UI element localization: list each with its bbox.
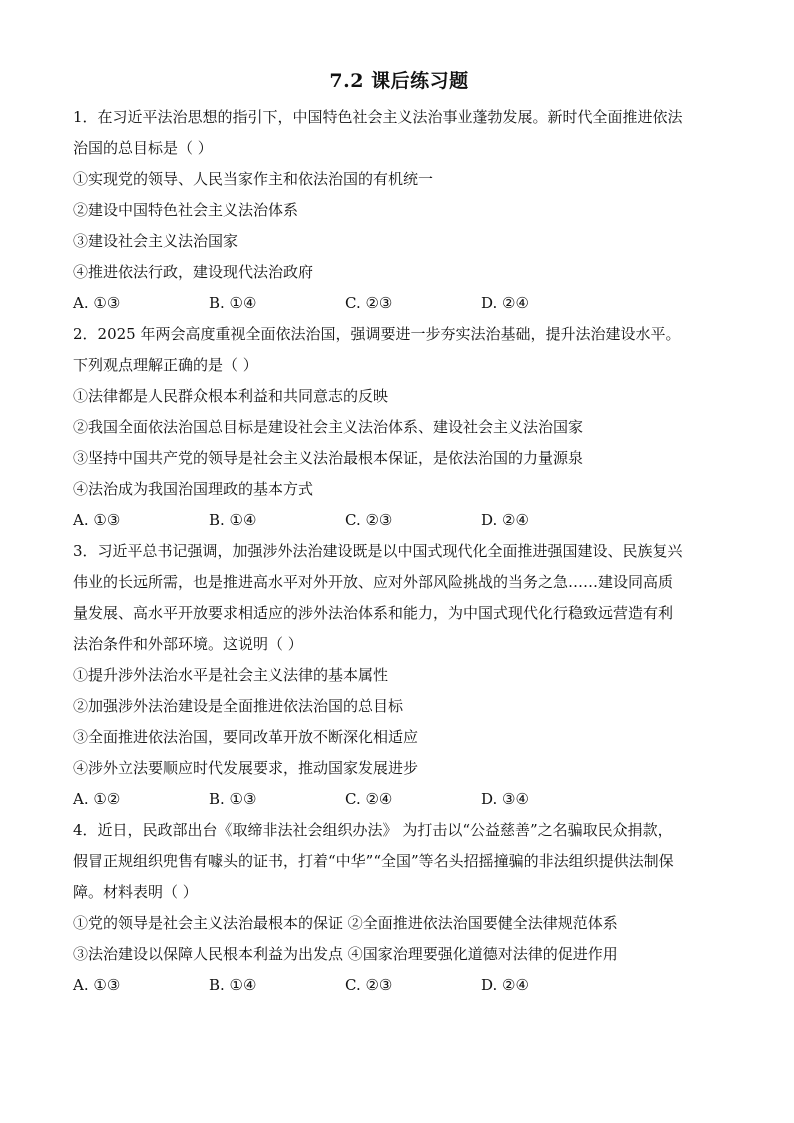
question-1 bbox=[73, 102, 725, 319]
question-stem-line: 量发展、高水平开放要求相适应的涉外法治体系和能力，为中国式现代化行稳致远营造有利 bbox=[73, 604, 674, 622]
statement-item: ①提升涉外法治水平是社会主义法律的基本属性 bbox=[73, 666, 389, 684]
choice-d: D. ③④ bbox=[481, 790, 529, 808]
question-stem-line: 障。材料表明（ ） bbox=[73, 883, 198, 901]
question-stem-line: 伟业的长远所需，也是推进高水平对外开放、应对外部风险挑战的当务之急……建设同高质 bbox=[73, 573, 674, 591]
question-stem-line: 法治条件和外部环境。这说明（ ） bbox=[73, 635, 303, 653]
statement-item: ③全面推进依法治国，要同改革开放不断深化相适应 bbox=[73, 728, 419, 746]
question-4 bbox=[73, 815, 725, 1001]
question-2 bbox=[73, 319, 725, 536]
page-title: 7.2 课后练习题 bbox=[329, 70, 469, 92]
question-stem-line: 1．在习近平法治思想的指引下，中国特色社会主义法治事业蓬勃发展。新时代全面推进依法 bbox=[73, 108, 683, 126]
document-page bbox=[73, 68, 725, 1001]
choice-a: A. ①③ bbox=[73, 294, 121, 312]
choice-d: D. ②④ bbox=[481, 976, 529, 994]
choice-c: C. ②③ bbox=[345, 976, 393, 994]
question-stem-line: 下列观点理解正确的是（ ） bbox=[73, 356, 258, 374]
question-3 bbox=[73, 536, 725, 815]
choice-d: D. ②④ bbox=[481, 294, 529, 312]
choice-c: C. ②③ bbox=[345, 294, 393, 312]
choice-c: C. ②④ bbox=[345, 790, 393, 808]
choice-b: B. ①③ bbox=[209, 790, 257, 808]
choice-c: C. ②③ bbox=[345, 511, 393, 529]
statement-item: ②建设中国特色社会主义法治体系 bbox=[73, 201, 299, 219]
question-stem-line: 假冒正规组织兜售有噱头的证书，打着“中华”“全国”等名头招摇撞骗的非法组织提供法制保 bbox=[73, 852, 674, 870]
statement-item: ①法律都是人民群众根本利益和共同意志的反映 bbox=[73, 387, 389, 405]
question-stem-line: 4．近日，民政部出台《取缔非法社会组织办法》 为打击以“公益慈善”之名骗取民众捐款， bbox=[73, 821, 673, 839]
statement-item: ②加强涉外法治建设是全面推进依法治国的总目标 bbox=[73, 697, 404, 715]
answer-choices bbox=[73, 505, 725, 536]
question-stem-line: 2．2025 年两会高度重视全面依法治国，强调要进一步夯实法治基础，提升法治建设水平。 bbox=[73, 325, 681, 343]
statement-item: ③建设社会主义法治国家 bbox=[73, 232, 239, 250]
choice-d: D. ②④ bbox=[481, 511, 529, 529]
choice-b: B. ①④ bbox=[209, 976, 257, 994]
answer-choices bbox=[73, 288, 725, 319]
statement-item: ③坚持中国共产党的领导是社会主义法治最根本保证，是依法治国的力量源泉 bbox=[73, 449, 584, 467]
question-stem-line: 3．习近平总书记强调，加强涉外法治建设既是以中国式现代化全面推进强国建设、民族复兴 bbox=[73, 542, 683, 560]
statement-item: ①党的领导是社会主义法治最根本的保证 ②全面推进依法治国要健全法律规范体系 bbox=[73, 914, 618, 932]
statement-item: ④推进依法行政，建设现代法治政府 bbox=[73, 263, 314, 281]
choice-b: B. ①④ bbox=[209, 294, 257, 312]
answer-choices bbox=[73, 970, 725, 1001]
answer-choices bbox=[73, 784, 725, 815]
statement-item: ④涉外立法要顺应时代发展要求，推动国家发展进步 bbox=[73, 759, 419, 777]
choice-b: B. ①④ bbox=[209, 511, 257, 529]
statement-item: ③法治建设以保障人民根本利益为出发点 ④国家治理要强化道德对法律的促进作用 bbox=[73, 945, 618, 963]
choice-a: A. ①③ bbox=[73, 511, 121, 529]
statement-item: ④法治成为我国治国理政的基本方式 bbox=[73, 480, 314, 498]
statement-item: ②我国全面依法治国总目标是建设社会主义法治体系、建设社会主义法治国家 bbox=[73, 418, 584, 436]
choice-a: A. ①③ bbox=[73, 976, 121, 994]
statement-item: ①实现党的领导、人民当家作主和依法治国的有机统一 bbox=[73, 170, 434, 188]
choice-a: A. ①② bbox=[73, 790, 121, 808]
question-stem-line: 治国的总目标是（ ） bbox=[73, 139, 213, 157]
